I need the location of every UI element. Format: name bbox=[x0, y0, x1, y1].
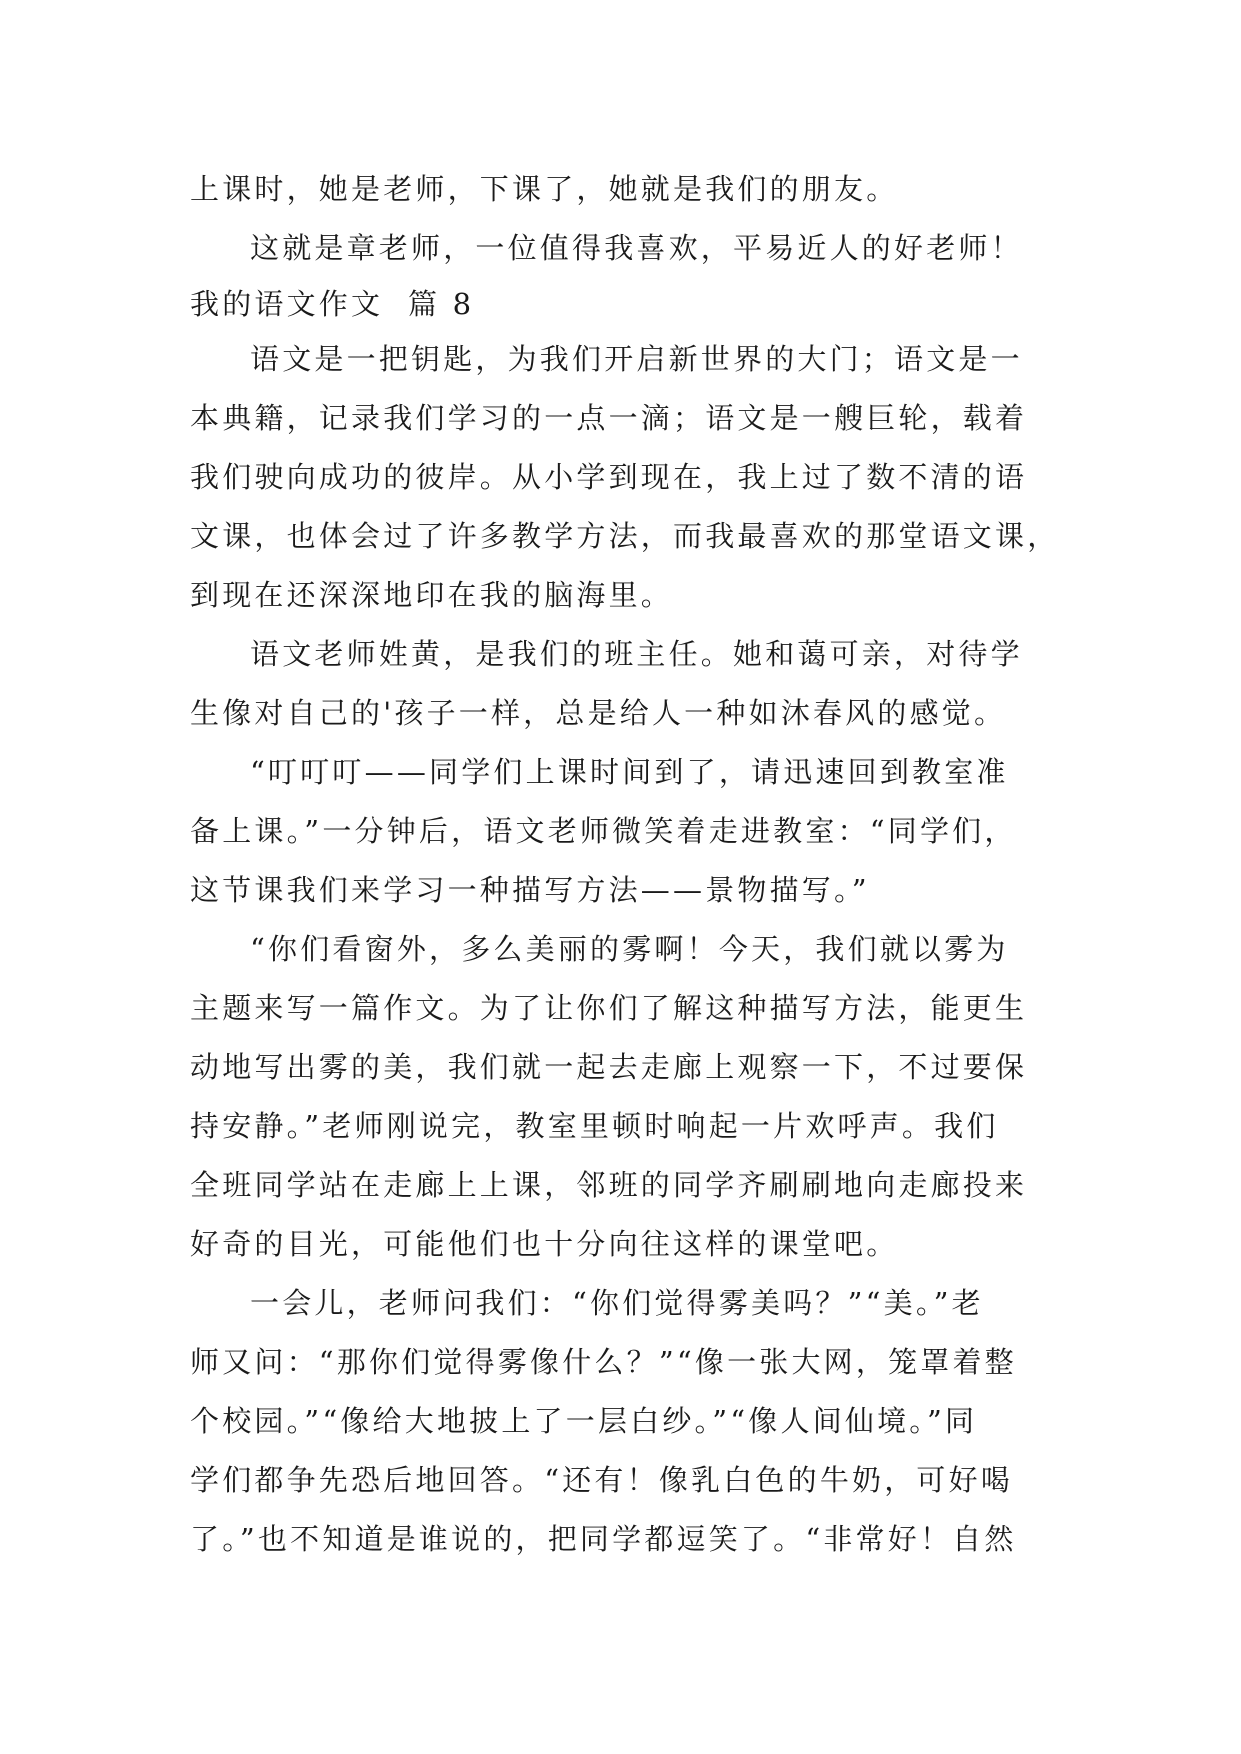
paragraph-1 bbox=[190, 160, 1052, 219]
text-line: 好奇的目光，可能他们也十分向往这样的课堂吧。 bbox=[190, 1227, 899, 1261]
text-line: 备上课。”一分钟后，语文老师微笑着走进教室：“同学们， bbox=[190, 814, 1017, 848]
text-line: 文课，也体会过了许多教学方法，而我最喜欢的那堂语文课， bbox=[190, 519, 1060, 553]
essay-heading bbox=[190, 278, 1052, 330]
text-line: 学们都争先恐后地回答。“还有！像乳白色的牛奶，可好喝 bbox=[190, 1463, 1014, 1497]
text-line: 上课时，她是老师，下课了，她就是我们的朋友。 bbox=[190, 172, 899, 206]
text-line: 持安静。”老师刚说完，教室里顿时响起一片欢呼声。我们 bbox=[190, 1109, 999, 1143]
text-line: 语文老师姓黄，是我们的班主任。她和蔼可亲，对待学 bbox=[250, 637, 1023, 671]
paragraph-3 bbox=[190, 330, 1060, 625]
paragraph-4 bbox=[190, 625, 1052, 743]
text-line: “叮叮叮——同学们上课时间到了，请迅速回到教室准 bbox=[250, 755, 1009, 789]
paragraph-6 bbox=[190, 920, 1052, 1274]
text-line: 个校园。”“像给大地披上了一层白纱。”“像人间仙境。”同 bbox=[190, 1404, 978, 1438]
text-line: 我们驶向成功的彼岸。从小学到现在，我上过了数不清的语 bbox=[190, 460, 1028, 494]
heading-text: 我的语文作文 篇 8 bbox=[190, 287, 475, 321]
paragraph-2 bbox=[190, 219, 1052, 278]
text-line: 本典籍，记录我们学习的一点一滴；语文是一艘巨轮，载着 bbox=[190, 401, 1028, 435]
text-line: 这节课我们来学习一种描写方法——景物描写。” bbox=[190, 873, 870, 907]
text-line: 动地写出雾的美，我们就一起去走廊上观察一下，不过要保 bbox=[190, 1050, 1028, 1084]
text-line: 主题来写一篇作文。为了让你们了解这种描写方法，能更生 bbox=[190, 991, 1028, 1025]
text-line: 一会儿，老师问我们：“你们觉得雾美吗？”“美。”老 bbox=[250, 1286, 984, 1320]
text-line: 师又问：“那你们觉得雾像什么？”“像一张大网，笼罩着整 bbox=[190, 1345, 1017, 1379]
text-line: 了。”也不知道是谁说的，把同学都逗笑了。“非常好！自然 bbox=[190, 1522, 1017, 1556]
text-line: 全班同学站在走廊上上课，邻班的同学齐刷刷地向走廊投来 bbox=[190, 1168, 1028, 1202]
paragraph-7 bbox=[190, 1274, 1052, 1569]
text-line: 这就是章老师，一位值得我喜欢，平易近人的好老师！ bbox=[250, 231, 1023, 265]
document-page bbox=[190, 160, 1060, 1569]
text-line: 语文是一把钥匙，为我们开启新世界的大门；语文是一 bbox=[250, 342, 1023, 376]
text-line: 生像对自己的'孩子一样，总是给人一种如沐春风的感觉。 bbox=[190, 696, 1007, 730]
text-line: “你们看窗外，多么美丽的雾啊！今天，我们就以雾为 bbox=[250, 932, 1009, 966]
text-line: 到现在还深深地印在我的脑海里。 bbox=[190, 578, 674, 612]
paragraph-5 bbox=[190, 743, 1052, 920]
